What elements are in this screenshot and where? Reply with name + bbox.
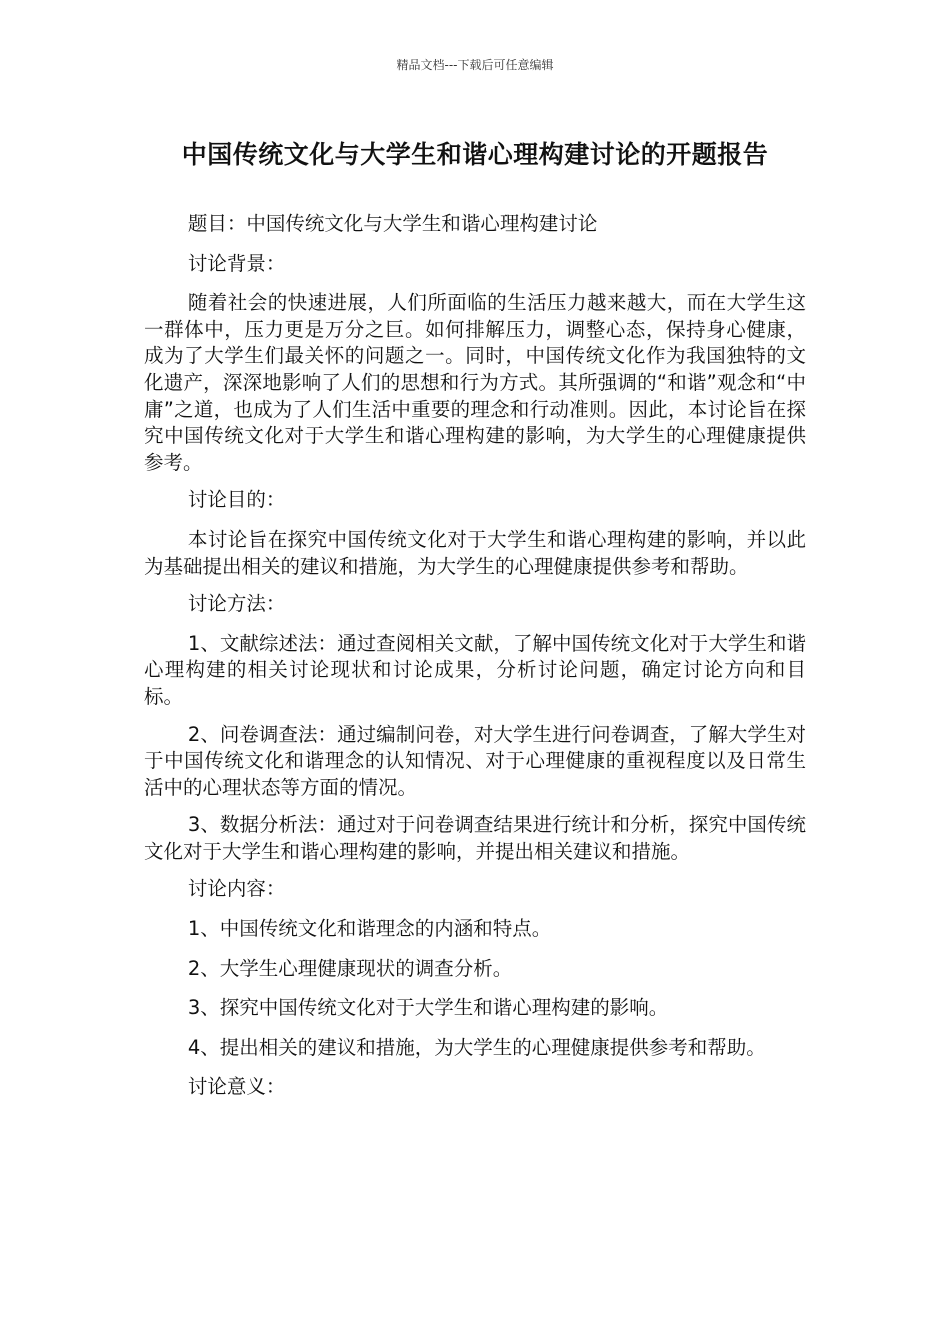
document-body: [144, 211, 806, 1114]
section-heading-methods: 讨论方法：: [187, 592, 286, 616]
section-heading-purpose: 讨论目的：: [187, 488, 286, 512]
page-header: 精品文档---下载后可任意编辑: [396, 58, 554, 72]
section-heading-background: 讨论背景：: [187, 251, 286, 275]
method-item-3: 3、数据分析法：通过对于问卷调查结果进行统计和分析，探究中国传统文化对于大学生和谐心理构建的影响，并提出相关建议和措施。: [144, 813, 806, 863]
section-heading-content: 讨论内容：: [187, 877, 286, 901]
purpose-paragraph: 本讨论旨在探究中国传统文化对于大学生和谐心理构建的影响，并以此为基础提出相关的建议和措施，为大学生的心理健康提供参考和帮助。: [144, 527, 806, 578]
method-item-1: 1、文献综述法：通过查阅相关文献，了解中国传统文化对于大学生和谐心理构建的相关讨论现状和讨论成果，分析讨论问题，确定讨论方向和目标。: [144, 631, 806, 708]
content-item-3: 3、探究中国传统文化对于大学生和谐心理构建的影响。: [187, 996, 669, 1020]
document-title: 中国传统文化与大学生和谐心理构建讨论的开题报告: [181, 140, 769, 169]
background-paragraph: 随着社会的快速进展，人们所面临的生活压力越来越大，而在大学生这一群体中，压力更是万分之巨。如何排解压力，调整心态，保持身心健康，成为了大学生们最关怀的问题之一。同时，中国传统文化作为我国独特的文化遗产，深深地影响了人们的思想和行为方式。其所强调的“和谐”观念和“中庸”之道，也成为了人们生活中重要的理念和行动准则。因此，本讨论旨在探究中国传统文化对于大学生和谐心理构建的影响，为大学生的心理健康提供参考。: [144, 291, 806, 474]
content-item-4: 4、提出相关的建议和措施，为大学生的心理健康提供参考和帮助。: [187, 1035, 766, 1059]
topic-line: 题目：中国传统文化与大学生和谐心理构建讨论: [187, 212, 598, 235]
content-item-1: 1、中国传统文化和谐理念的内涵和特点。: [187, 917, 552, 941]
section-heading-significance: 讨论意义：: [187, 1075, 286, 1099]
method-item-2: 2、问卷调查法：通过编制问卷，对大学生进行问卷调查，了解大学生对于中国传统文化和谐理念的认知情况、对于心理健康的重视程度以及日常生活中的心理状态等方面的情况。: [144, 722, 806, 799]
content-item-2: 2、大学生心理健康现状的调查分析。: [187, 956, 513, 980]
